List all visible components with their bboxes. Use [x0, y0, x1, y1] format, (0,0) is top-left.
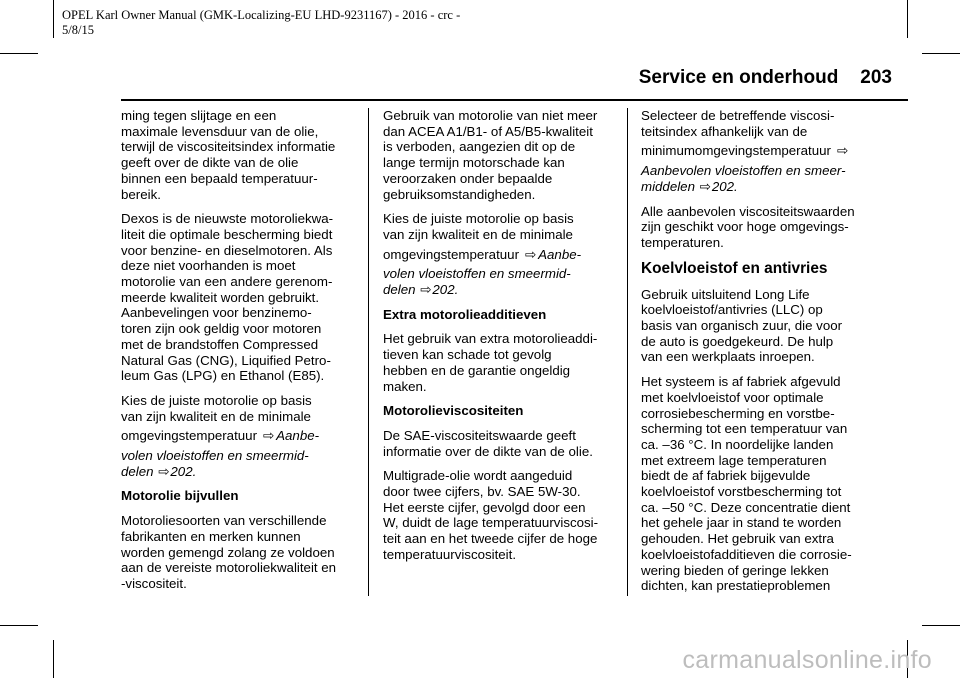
cross-reference-link[interactable]: [641, 179, 877, 195]
crop-mark: [922, 625, 960, 626]
text-column-3: [641, 108, 877, 603]
watermark: carmanualsonline.info: [682, 646, 932, 674]
page-header: [639, 66, 892, 90]
text-line: met extreem lage temperaturen: [641, 452, 827, 468]
text-line: toren zijn ook geldig voor motoren: [121, 321, 322, 337]
text-line: Aanbevelingen voor benzinemo-: [121, 305, 312, 321]
text-span: omgevingstemperatuur: [383, 246, 519, 262]
paragraph: [121, 393, 357, 480]
reference-arrow-icon: ⇨: [699, 178, 711, 194]
text-line: Alle aanbevolen viscositeitswaarden: [641, 203, 855, 219]
text-line: informatie over de dikte van de olie.: [383, 443, 593, 459]
text-span: delen: [383, 282, 416, 298]
text-line: lange termijn motorschade kan: [383, 155, 565, 171]
text-line: de auto is goedgekeurd. De hulp: [641, 333, 834, 349]
text-line: dichten, kan prestatieproblemen: [641, 578, 831, 594]
text-line: dan ACEA A1/B1- of A5/B5-kwaliteit: [383, 123, 593, 139]
column-divider: [368, 108, 369, 596]
text-line: liteit die optimale bescherming biedt: [121, 226, 333, 242]
text-span: minimumomgevingstemperatuur: [641, 143, 831, 159]
text-line: voor benzine- en dieselmotoren. Als: [121, 242, 333, 258]
text-line: [383, 247, 619, 263]
text-line: Kies de juiste motorolie op basis: [383, 211, 574, 227]
header-rule: [121, 99, 908, 101]
text-line: zijn geschikt voor hoge omgevings-: [641, 219, 849, 235]
text-line: ca. –36 °C. In noordelijke landen: [641, 436, 834, 452]
text-line: gehouden. Het gebruik van extra: [641, 531, 834, 547]
text-line: koelvloeistof/antivries (LLC) op: [641, 302, 823, 318]
text-line: [641, 143, 877, 159]
text-line: teitsindex afhankelijk van de: [641, 123, 808, 139]
paragraph: [383, 331, 619, 394]
paragraph: [641, 108, 877, 195]
text-column-2: [383, 108, 619, 572]
section-heading: [641, 260, 877, 278]
text-line: van een werkplaats inroepen.: [641, 349, 815, 365]
cross-reference-link[interactable]: Aanbevolen vloeistoffen en smeer-: [641, 163, 846, 179]
text-line: Gebruik van motorolie van niet meer: [383, 108, 598, 123]
page-number: 203: [860, 67, 892, 88]
text-line: Het gebruik van extra motorolieaddi-: [383, 331, 598, 347]
text-line: veroorzaken onder bepaalde: [383, 170, 553, 186]
text-line: [121, 428, 357, 444]
crop-mark: [922, 53, 960, 54]
text-line: van zijn kwaliteit en de minimale: [121, 408, 311, 424]
cross-reference-link[interactable]: [121, 464, 357, 480]
text-line: ca. –50 °C. Deze concentratie dient: [641, 499, 851, 515]
reference-arrow-icon: ⇨: [525, 246, 537, 262]
text-line: Motoroliesoorten van verschillende: [121, 513, 327, 529]
text-line: terwijl de viscositeitsindex informatie: [121, 139, 336, 155]
text-line: is verboden, aangezien dit op de: [383, 139, 576, 155]
text-line: Dexos is de nieuwste motoroliekwa-: [121, 211, 334, 227]
cross-reference-link[interactable]: Aanbe-: [538, 246, 582, 262]
text-line: Natural Gas (CNG), Liquified Petro-: [121, 352, 331, 368]
text-line: basis van organisch zuur, die voor: [641, 318, 843, 334]
text-line: corrosiebescherming en vorstbe-: [641, 405, 835, 421]
text-span: delen: [121, 463, 154, 479]
page-reference: 202.: [711, 178, 738, 194]
text-line: hebben en de garantie ongeldig: [383, 362, 571, 378]
text-line: maken.: [383, 378, 427, 394]
text-line: deze niet voorhanden is moet: [121, 258, 296, 274]
text-line: Het eerste cijfer, gevolgd door een: [383, 499, 586, 515]
subheading-text: Motorolieviscositeiten: [383, 403, 524, 419]
text-line: Multigrade-olie wordt aangeduid: [383, 468, 573, 484]
cross-reference-link[interactable]: [383, 282, 619, 298]
reference-arrow-icon: ⇨: [263, 428, 275, 444]
text-line: wering bieden of geringe lekken: [641, 562, 829, 578]
paragraph: [641, 374, 877, 594]
text-line: binnen een bepaald temperatuur-: [121, 170, 318, 186]
text-line: scherming tot een temperatuur van: [641, 421, 848, 437]
reference-arrow-icon: ⇨: [420, 282, 432, 298]
cross-reference-link[interactable]: Aanbe-: [276, 428, 320, 444]
text-line: temperatuurviscositeit.: [383, 546, 517, 562]
text-line: Kies de juiste motorolie op basis: [121, 392, 312, 408]
text-line: teit aan en het tweede cijfer de hoge: [383, 531, 598, 547]
text-line: van zijn kwaliteit en de minimale: [383, 226, 573, 242]
subheading-text: Motorolie bijvullen: [121, 488, 239, 504]
text-line: gebruiksomstandigheden.: [383, 186, 536, 202]
section-title: Service en onderhoud: [638, 67, 839, 88]
cross-reference-link[interactable]: volen vloeistoffen en smeermid-: [121, 448, 309, 464]
subheading: [121, 488, 357, 504]
text-span: omgevingstemperatuur: [121, 428, 257, 444]
text-span: middelen: [641, 178, 695, 194]
text-column-1: [121, 108, 357, 601]
text-line: tieven kan schade tot gevolg: [383, 347, 552, 363]
text-line: fabrikanten en merken kunnen: [121, 528, 301, 544]
text-line: koelvloeistofadditieven die corrosie-: [641, 546, 852, 562]
page-reference: 202.: [170, 463, 197, 479]
subheading-text: Extra motorolieadditieven: [383, 306, 547, 322]
paragraph: [383, 468, 619, 562]
text-line: leum Gas (LPG) en Ethanol (E85).: [121, 368, 325, 384]
paragraph: [121, 211, 357, 384]
paragraph: [383, 108, 619, 202]
subheading: [383, 307, 619, 323]
text-line: het gehele jaar in stand te worden: [641, 515, 842, 531]
text-line: aan de vereiste motoroliekwaliteit en: [121, 560, 337, 576]
text-line: maximale levensduur van de olie,: [121, 123, 319, 139]
text-line: W, duidt de lage temperatuurviscosi-: [383, 515, 599, 531]
text-line: biedt de af fabriek bijgevulde: [641, 468, 811, 484]
crop-mark: [53, 640, 54, 678]
document-meta: OPEL Karl Owner Manual (GMK-Localizing-EU LHD-9231167) - 2016 - crc - 5/8/15: [62, 8, 461, 37]
crop-mark: [53, 0, 54, 38]
text-line: door twee cijfers, bv. SAE 5W-30.: [383, 484, 581, 500]
paragraph: [121, 108, 357, 202]
cross-reference-link[interactable]: volen vloeistoffen en smeermid-: [383, 266, 571, 282]
paragraph: [641, 204, 877, 251]
crop-mark: [907, 0, 908, 38]
paragraph: [383, 428, 619, 459]
text-line: koelvloeistof vorstbescherming tot: [641, 484, 842, 500]
page-reference: 202.: [432, 282, 459, 298]
crop-mark: [0, 53, 38, 54]
text-line: Selecteer de betreffende viscosi-: [641, 108, 835, 123]
section-heading-text: Koelvloeistof en antivries: [641, 259, 828, 277]
paragraph: [121, 513, 357, 592]
text-line: De SAE-viscositeitswaarde geeft: [383, 427, 576, 443]
reference-arrow-icon: ⇨: [836, 143, 849, 159]
text-line: met de brandstoffen Compressed: [121, 336, 319, 352]
reference-arrow-icon: ⇨: [158, 463, 170, 479]
text-line: temperaturen.: [641, 234, 724, 250]
text-line: geeft over de dikte van de olie: [121, 155, 299, 171]
column-divider: [627, 108, 628, 596]
text-line: Het systeem is af fabriek afgevuld: [641, 374, 841, 390]
text-line: met koelvloeistof voor optimale: [641, 389, 824, 405]
subheading: [383, 403, 619, 419]
text-line: motorolie van een andere gerenom-: [121, 274, 333, 290]
paragraph: [641, 287, 877, 366]
text-line: -viscositeit.: [121, 575, 187, 591]
text-line: meerde kwaliteit worden gebruikt.: [121, 289, 320, 305]
text-line: bereik.: [121, 186, 161, 202]
paragraph: [383, 211, 619, 298]
text-line: worden gemengd zolang ze voldoen: [121, 544, 335, 560]
text-line: Gebruik uitsluitend Long Life: [641, 286, 810, 302]
text-line: ming tegen slijtage en een: [121, 108, 277, 123]
crop-mark: [0, 625, 38, 626]
